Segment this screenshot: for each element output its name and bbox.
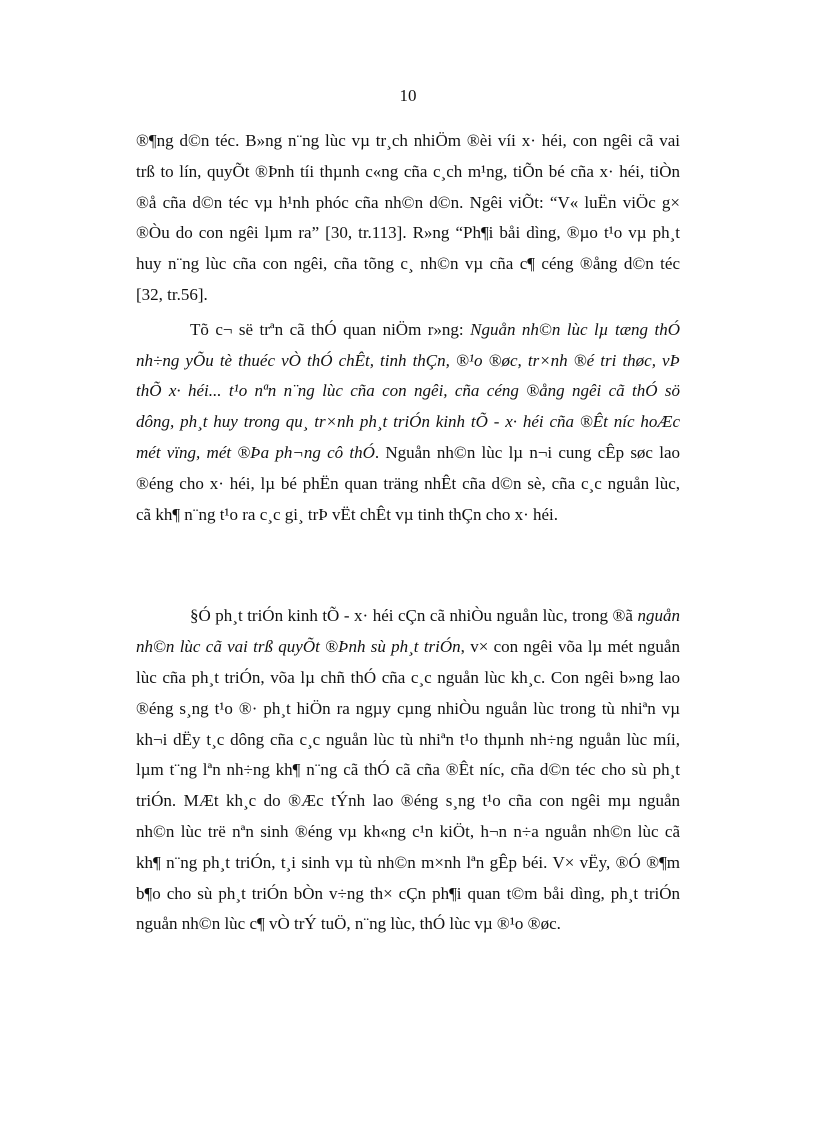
text-line	[136, 601, 680, 632]
paragraph-2	[136, 315, 680, 531]
text-line: nguån nh©n lùc c¶ vÒ trÝ tuÖ, n¨ng lùc, thÓ lùc vµ ®¹o ®øc.	[136, 914, 561, 934]
definition-text: mét vïng, mét ®Þa ph¬ng cô thÓ	[136, 442, 375, 462]
text-line: b¶o cho sù ph¸t triÓn bÒn v÷ng th× cÇn ph¶i quan t©m båi dìng, ph¸t triÓn	[136, 883, 680, 903]
text-line	[136, 315, 680, 346]
text-run: . Nguån nh©n lùc lµ n¬i cung cÊp søc lao	[374, 442, 680, 462]
text-line: huy n¨ng lùc cña con ngêi, cña tõng c¸ nh©n vµ cña c¶ céng ®ång d©n téc	[136, 254, 680, 274]
text-line: ®¶ng d©n téc. B»ng n¨ng lùc vµ tr¸ch nhiÖm ®èi víi x· héi, con ngêi cã vai	[136, 131, 680, 150]
heading-line	[136, 539, 680, 570]
text-run: §Ó ph¸t triÓn kinh tÕ - x· héi cÇn cã nhiÒu nguån lùc, trong ®ã	[190, 606, 638, 626]
text-line: ®Òu do con ngêi lµm ra” [30, tr.113]. R»ng “Ph¶i båi dìng, ®µo t¹o vµ ph¸t	[136, 223, 680, 243]
section-heading	[136, 539, 680, 601]
text-run: Tõ c¬ së trªn cã thÓ quan niÖm r»ng:	[190, 319, 471, 339]
definition-line: nh÷ng yÕu tè thuéc vÒ thÓ chÊt, tinh thÇn, ®¹o ®øc, tr×nh ®é tri thøc, vÞ	[136, 350, 680, 370]
text-line: nh©n lùc trë nªn sinh ®éng vµ kh«ng c¹n kiÖt, h¬n n÷a nguån nh©n lùc cã	[136, 821, 680, 841]
definition-line: thÕ x· héi... t¹o nªn n¨ng lùc cña con ngêi, cña céng ®ång ngêi cã thÓ sö	[136, 381, 680, 401]
heading-line	[136, 570, 680, 601]
text-line	[136, 632, 680, 663]
text-line: lùc cña ph¸t triÓn, võa lµ chñ thÓ cña c¸c nguån lùc kh¸c. Con ngêi b»ng lao	[136, 667, 680, 687]
emphasis-text: nh©n lùc cã vai trß quyÕt ®Þnh sù ph¸t triÓn	[136, 637, 461, 657]
emphasis-text: nguån	[637, 606, 680, 626]
text-line: ®éng cho x· héi, lµ bé phËn quan träng nhÊt cña d©n sè, cña c¸c nguån lùc,	[136, 473, 680, 493]
text-line	[136, 438, 680, 469]
text-line: cã kh¶ n¨ng t¹o ra c¸c gi¸ trÞ vËt chÊt vµ tinh thÇn cho x· héi.	[136, 504, 558, 524]
text-run: , v× con ngêi võa lµ mét nguån	[460, 637, 680, 657]
definition-text: Nguån nh©n lùc lµ tæng thÓ	[470, 319, 680, 339]
paragraph-1	[136, 126, 680, 311]
text-line: lµm t¨ng lªn nh÷ng kh¶ n¨ng cã thÓ cã cña ®Êt níc, cña d©n téc cho sù ph¸t	[136, 760, 680, 780]
text-line: triÓn. MÆt kh¸c do ®Æc tÝnh lao ®éng s¸ng t¹o cña con ngêi mµ nguån	[136, 791, 680, 811]
text-line: ®å cña d©n téc vµ h¹nh phóc cña nh©n d©n. Ngêi viÕt: “V« luËn viÖc g×	[136, 192, 680, 212]
text-line: [32, tr.56].	[136, 284, 208, 304]
body-text	[136, 126, 680, 940]
text-line: ®éng s¸ng t¹o ®· ph¸t hiÖn ra ngµy cµng nhiÒu nguån lùc trong tù nhiªn vµ	[136, 698, 680, 718]
text-line: kh¬i dËy t¸c dông cña c¸c nguån lùc tù nhiªn t¹o thµnh nh÷ng nguån lùc míi,	[136, 729, 680, 749]
definition-line: dông, ph¸t huy trong qu¸ tr×nh ph¸t triÓn kinh tÕ - x· héi cña ®Êt níc hoÆc	[136, 412, 680, 432]
page-number: 10	[399, 86, 417, 105]
text-line: trß to lín, quyÕt ®Þnh tíi thµnh c«ng cña c¸ch m¹ng, tiÕn bé cña x· héi, tiÒn	[136, 161, 680, 181]
text-line: kh¶ n¨ng ph¸t triÓn, t¸i sinh vµ tù nh©n m×nh lªn gÊp béi. V× vËy, ®Ó ®¶m	[136, 852, 680, 872]
paragraph-3	[136, 601, 680, 940]
